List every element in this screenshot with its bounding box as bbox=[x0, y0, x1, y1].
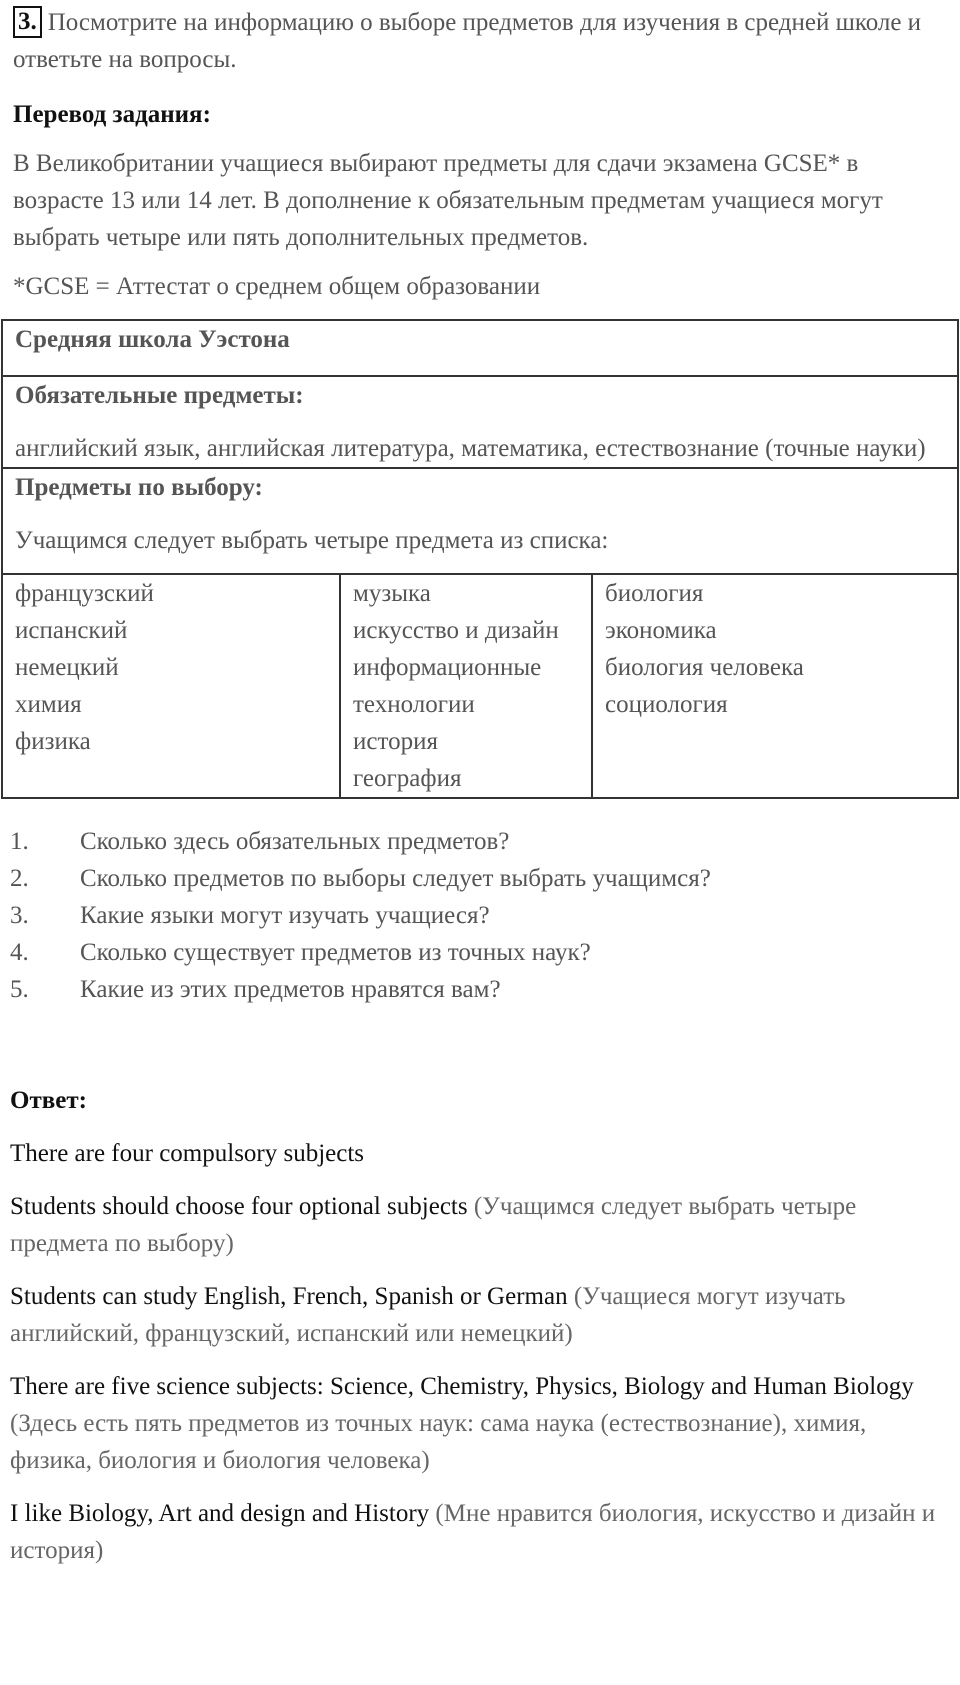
subject-item: биология человека bbox=[605, 654, 804, 681]
subject-item: испанский bbox=[15, 617, 128, 644]
answer-english: Students can study English, French, Spanish or German bbox=[10, 1283, 568, 1310]
answer-english: There are four compulsory subjects bbox=[10, 1140, 365, 1167]
optional-heading: Предметы по выбору: bbox=[15, 474, 263, 501]
subject-item: технологии bbox=[353, 691, 475, 718]
answer-russian: (Учащиеся могут изучать английский, французский, испанский или немецкий) bbox=[10, 1283, 846, 1347]
question-text: Сколько предметов по выборы следует выбрать учащимся? bbox=[80, 865, 711, 892]
task-instruction-text: Посмотрите на информацию о выборе предметов для изучения в средней школе и ответьте на вопросы. bbox=[13, 9, 922, 73]
answer-item bbox=[10, 1368, 940, 1479]
answer-item bbox=[10, 1135, 940, 1172]
answer-english: Students should choose four optional subjects bbox=[10, 1193, 468, 1220]
subject-item: немецкий bbox=[15, 654, 119, 681]
subject-item: физика bbox=[15, 728, 91, 755]
answer-item bbox=[10, 1188, 940, 1262]
subject-item: информационные bbox=[353, 654, 542, 681]
question-item bbox=[0, 934, 960, 971]
question-number: 1. bbox=[10, 828, 29, 855]
answer-english: I like Biology, Art and design and History bbox=[10, 1500, 430, 1527]
optional-text: Учащимся следует выбрать четыре предмета из списка: bbox=[15, 527, 609, 554]
subject-column-2 bbox=[340, 574, 592, 798]
subject-column-3 bbox=[592, 574, 958, 798]
subject-item: музыка bbox=[353, 580, 431, 607]
question-number: 3. bbox=[10, 902, 29, 929]
answer-item bbox=[10, 1278, 940, 1352]
answer-heading: Ответ: bbox=[10, 1087, 87, 1114]
compulsory-text: английский язык, английская литература, математика, естествознание (точные науки) bbox=[15, 435, 926, 462]
answer-english: There are five science subjects: Science, Chemistry, Physics, Biology and Human Biology bbox=[10, 1373, 914, 1400]
subject-item: искусство и дизайн bbox=[353, 617, 559, 644]
question-number: 2. bbox=[10, 865, 29, 892]
question-item bbox=[0, 897, 960, 934]
question-number: 4. bbox=[10, 939, 29, 966]
question-text: Какие из этих предметов нравятся вам? bbox=[80, 976, 501, 1003]
answer-russian: (Здесь есть пять предметов из точных наук: сама наука (естествознание), химия, физика, биология и биология человека) bbox=[10, 1410, 867, 1474]
subject-item: социология bbox=[605, 691, 728, 718]
translation-footnote: *GCSE = Аттестат о среднем общем образовании bbox=[13, 273, 541, 300]
question-list bbox=[0, 823, 960, 1008]
question-text: Сколько здесь обязательных предметов? bbox=[80, 828, 510, 855]
task-instruction bbox=[0, 4, 960, 78]
school-title-cell bbox=[2, 320, 958, 376]
subject-item: французский bbox=[15, 580, 154, 607]
school-table bbox=[1, 319, 959, 799]
subject-item: биология bbox=[605, 580, 704, 607]
answer-russian: (Учащимся следует выбрать четыре предмета по выбору) bbox=[10, 1193, 857, 1257]
question-text: Сколько существует предметов из точных наук? bbox=[80, 939, 591, 966]
school-title: Средняя школа Уэстона bbox=[15, 326, 290, 353]
answer-russian: (Мне нравится биология, искусство и дизайн и история) bbox=[10, 1500, 936, 1564]
question-number: 5. bbox=[10, 976, 29, 1003]
subject-column-1 bbox=[2, 574, 340, 798]
question-item bbox=[0, 971, 960, 1008]
subject-item: химия bbox=[15, 691, 82, 718]
task-number: 3. bbox=[13, 6, 42, 38]
translation-heading: Перевод задания: bbox=[13, 101, 211, 128]
subject-item: география bbox=[353, 765, 462, 792]
translation-text: В Великобритании учащиеся выбирают предметы для сдачи экзамена GCSE* в возрасте 13 или 14 лет. В дополнение к обязательным предметам учащиеся могут выбрать четыре или пять дополнительных предметов. bbox=[13, 150, 883, 251]
optional-cell bbox=[2, 468, 958, 574]
answer-section bbox=[0, 1082, 960, 1569]
question-item bbox=[0, 860, 960, 897]
compulsory-heading: Обязательные предметы: bbox=[15, 382, 304, 409]
subject-item: история bbox=[353, 728, 438, 755]
question-item bbox=[0, 823, 960, 860]
answer-item bbox=[10, 1495, 940, 1569]
subject-item: экономика bbox=[605, 617, 717, 644]
compulsory-cell bbox=[2, 376, 958, 468]
question-text: Какие языки могут изучать учащиеся? bbox=[80, 902, 490, 929]
